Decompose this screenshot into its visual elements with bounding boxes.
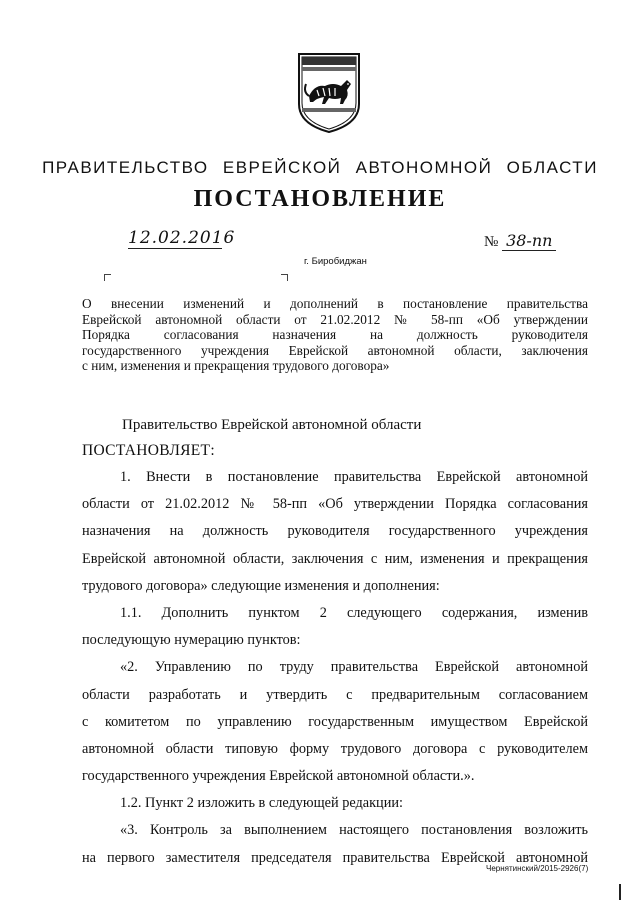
document-type-heading: ПОСТАНОВЛЕНИЕ [193,186,447,212]
subject-line: с ним, изменения и прекращения трудового договора» [82,358,390,374]
body-line: «2. Управлению по труду правительства Еврейской автономной [120,659,588,676]
body-line: автономной области типовую форму трудового договора с руководителем [82,740,588,757]
coat-of-arms-emblem [297,52,361,134]
subject-line: Еврейской автономной области от 21.02.2012 № 58-пп «Об утверждении [82,311,588,327]
body-line: 1.2. Пункт 2 изложить в следующей редакции: [120,795,403,812]
document-footer-code: Чернятинский/2015-2926(7) [486,864,589,873]
subject-line: государственного учреждения Еврейской автономной области, заключения [82,342,588,358]
preamble: Правительство Еврейской автономной области [122,417,422,433]
body-line: области от 21.02.2012 № 58-пп «Об утверждении Порядка согласования [82,496,588,513]
subject-corner-mark-left [104,274,111,281]
body-line: «3. Контроль за выполнением настоящего постановления возложить [120,822,588,839]
resolution-body [82,464,588,872]
body-line: трудового договора» следующие изменения и дополнения: [82,577,440,594]
subject-line: О внесении изменений и дополнений в постановление правительства [82,296,588,311]
body-line: на первого заместителя председателя правительства Еврейской автономной [82,849,588,866]
document-date: 12.02.2016 [128,228,236,248]
subject-line: Порядка согласования назначения на должность руководителя [82,327,588,343]
body-line: Еврейской автономной области, заключения с ним, изменения и прекращения [82,550,588,567]
document-number [484,231,556,251]
body-line: государственного учреждения Еврейской автономной области.». [82,768,475,785]
resolves-heading: ПОСТАНОВЛЯЕТ: [82,442,215,459]
government-title: ПРАВИТЕЛЬСТВО ЕВРЕЙСКОЙ АВТОНОМНОЙ ОБЛАСТИ [42,158,598,177]
number-label: № [484,234,499,250]
city-name: г. Биробиджан [304,256,367,267]
number-value: 38-пп [502,231,556,251]
body-line: 1. Внести в постановление правительства Еврейской автономной [120,469,588,485]
scan-margin-mark [619,884,621,900]
body-line: с комитетом по управлению государственным имуществом Еврейской [82,713,588,730]
body-line: последующую нумерацию пунктов: [82,632,301,649]
body-line: 1.1. Дополнить пунктом 2 следующего содержания, изменив [120,604,588,621]
body-line: области разработать и утвердить с предварительным согласованием [82,686,588,703]
subject-corner-mark-right [281,274,288,281]
document-subject [82,296,588,374]
body-line: назначения на должность руководителя государственного учреждения [82,523,588,540]
